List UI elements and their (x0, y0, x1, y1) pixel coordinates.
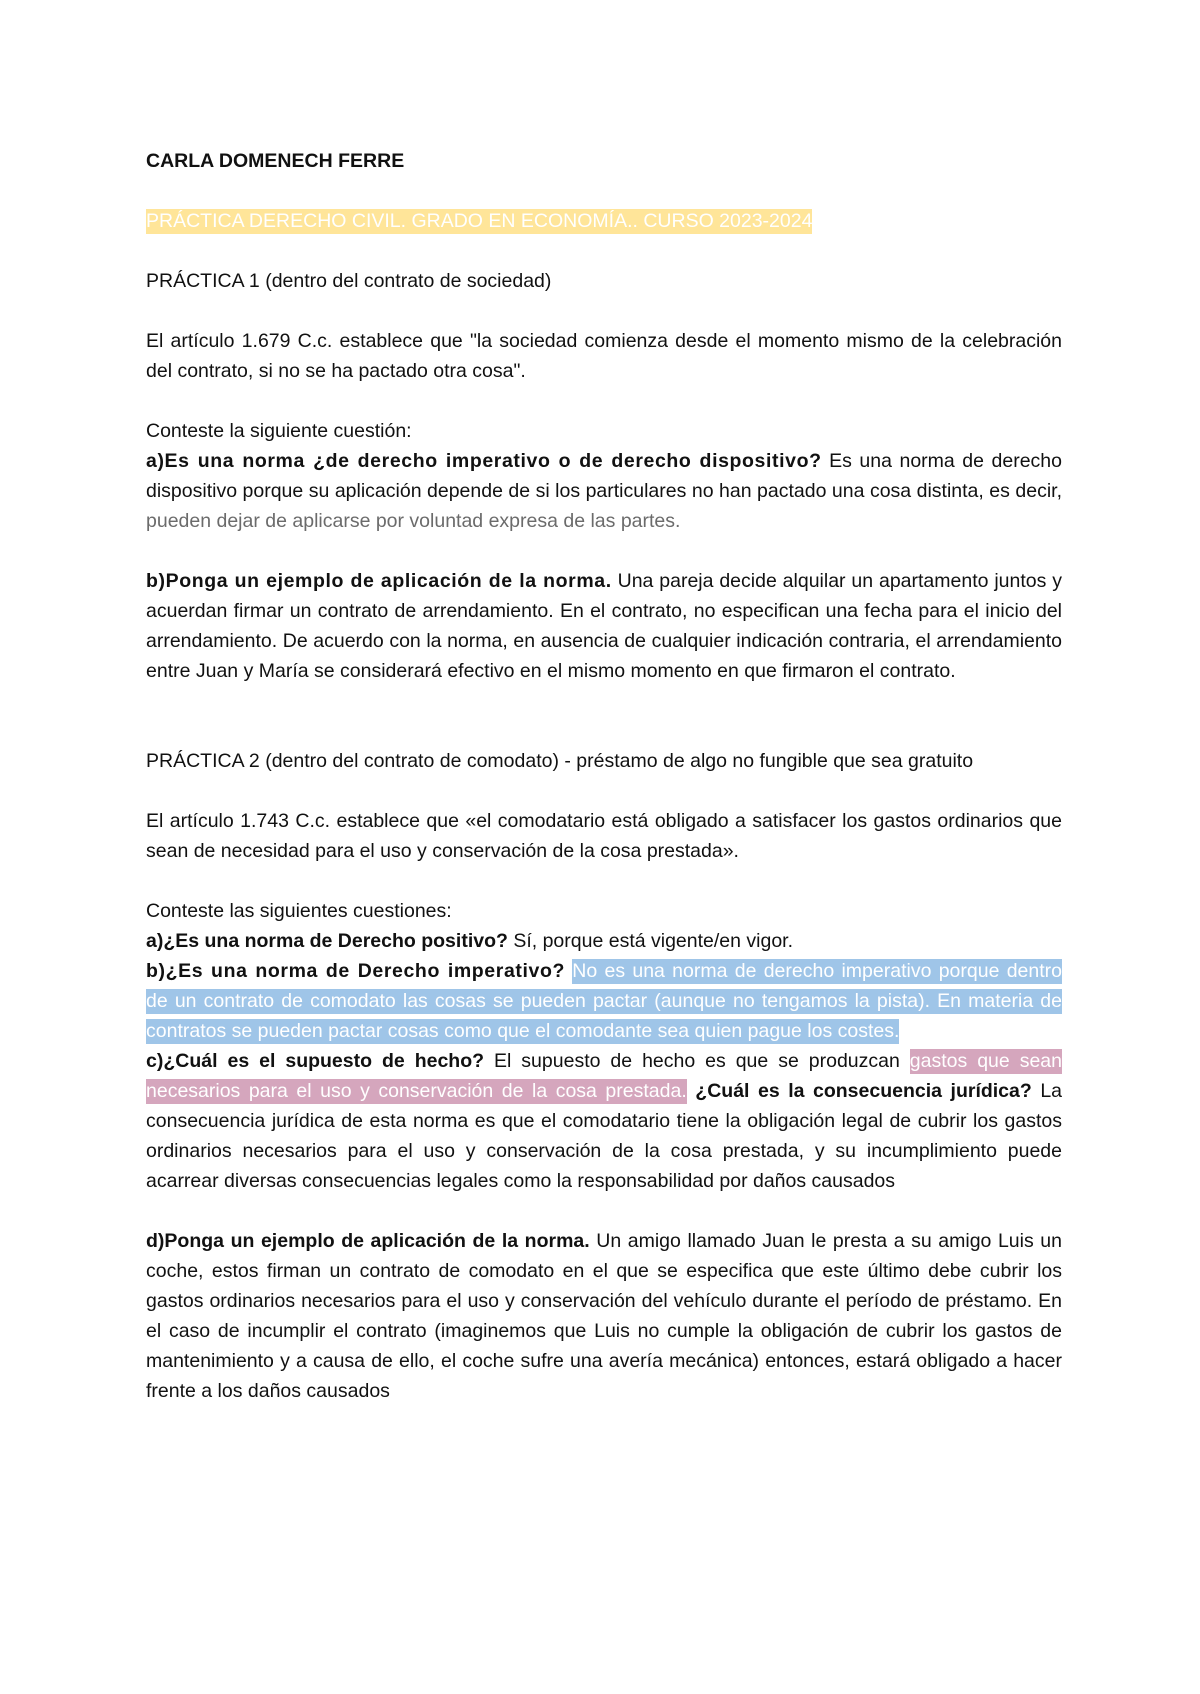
question-a-label: a)Es una norma ¿de derecho imperativo o de derecho dispositivo? (146, 450, 822, 472)
practice-1-question-b (146, 566, 1062, 686)
practice-2-question-b (146, 956, 1062, 1046)
practice-2-intro: Conteste las siguientes cuestiones: (146, 900, 452, 922)
question-a-answer: Sí, porque está vigente/en vigor. (507, 930, 794, 952)
practice-2-question-a (146, 926, 1062, 956)
question-a-answer-grey: pueden dejar de aplicarse por voluntad expresa de las partes. (146, 510, 681, 532)
practice-2-title: PRÁCTICA 2 (dentro del contrato de comodato) - préstamo de algo no fungible que sea gratuito (146, 750, 974, 772)
question-a-label: a)¿Es una norma de Derecho positivo? (146, 930, 508, 952)
question-b-answer: Una pareja decide alquilar un apartamento juntos y acuerdan firmar un contrato de arrendamiento. En el contrato, no especifican una fecha para el inicio del arrendamiento. De acuerdo con la norma, en ausencia de cualquier indicación contraria, el arrendamiento entre Juan y María se considerará efectivo en el mismo momento en que firmaron el contrato. (146, 570, 1062, 682)
question-c-answer-2: La consecuencia jurídica de esta norma es que el comodatario tiene la obligación legal de cubrir los gastos ordinarios necesarios para el uso y conservación de la cosa prestada, y su incumplimiento puede acarrear diversas consecuencias legales como la responsabilidad por daños causados (146, 1080, 1063, 1192)
practice-1-intro: Conteste la siguiente cuestión: (146, 420, 412, 442)
practice-2-question-c (146, 1046, 1062, 1196)
question-b-label: b)Ponga un ejemplo de aplicación de la norma. (146, 570, 612, 592)
question-b-answer-highlight: No es una norma de derecho imperativo porque dentro de un contrato de comodato las cosas se pueden pactar (aunque no tengamos la pista). En materia de contratos se pueden pactar cosas como que el comodante sea quien pague los costes. (146, 960, 1062, 1042)
question-b-label: b)¿Es una norma de Derecho imperativo? (146, 960, 565, 982)
question-c-answer-highlight: gastos que sean necesarios para el uso y conservación de la cosa prestada. (146, 1050, 1062, 1102)
question-c-answer: El supuesto de hecho es que se produzcan (484, 1050, 910, 1072)
course-heading-highlight: PRÁCTICA DERECHO CIVIL. GRADO EN ECONOMÍA.. CURSO 2023-2024 (146, 210, 813, 232)
practice-1-question-a (146, 446, 1062, 536)
course-heading (146, 206, 1062, 236)
question-d-label: d)Ponga un ejemplo de aplicación de la norma. (146, 1230, 590, 1252)
question-a-answer: Es una norma de derecho dispositivo porque su aplicación depende de si los particulares no han pactado una cosa distinta, es decir, (146, 450, 1063, 502)
practice-1-article: El artículo 1.679 C.c. establece que "la sociedad comienza desde el momento mismo de la celebración del contrato, si no se ha pactado otra cosa". (146, 330, 1062, 382)
practice-2-article: El artículo 1.743 C.c. establece que «el comodatario está obligado a satisfacer los gastos ordinarios que sean de necesidad para el uso y conservación de la cosa prestada». (146, 810, 1062, 862)
practice-2-question-d (146, 1226, 1062, 1406)
question-c-label-2: ¿Cuál es la consecuencia jurídica? (695, 1080, 1032, 1102)
question-c-label: c)¿Cuál es el supuesto de hecho? (146, 1050, 485, 1072)
author-name: CARLA DOMENECH FERRE (146, 150, 405, 172)
question-d-answer: Un amigo llamado Juan le presta a su amigo Luis un coche, estos firman un contrato de comodato en el que se especifica que este último debe cubrir los gastos ordinarios necesarios para el uso y conservación del vehículo durante el período de préstamo. En el caso de incumplir el contrato (imaginemos que Luis no cumple la obligación de cubrir los gastos de mantenimiento y a causa de ello, el coche sufre una avería mecánica) entonces, estará obligado a hacer frente a los daños causados (146, 1230, 1062, 1402)
practice-1-title: PRÁCTICA 1 (dentro del contrato de sociedad) (146, 270, 552, 292)
